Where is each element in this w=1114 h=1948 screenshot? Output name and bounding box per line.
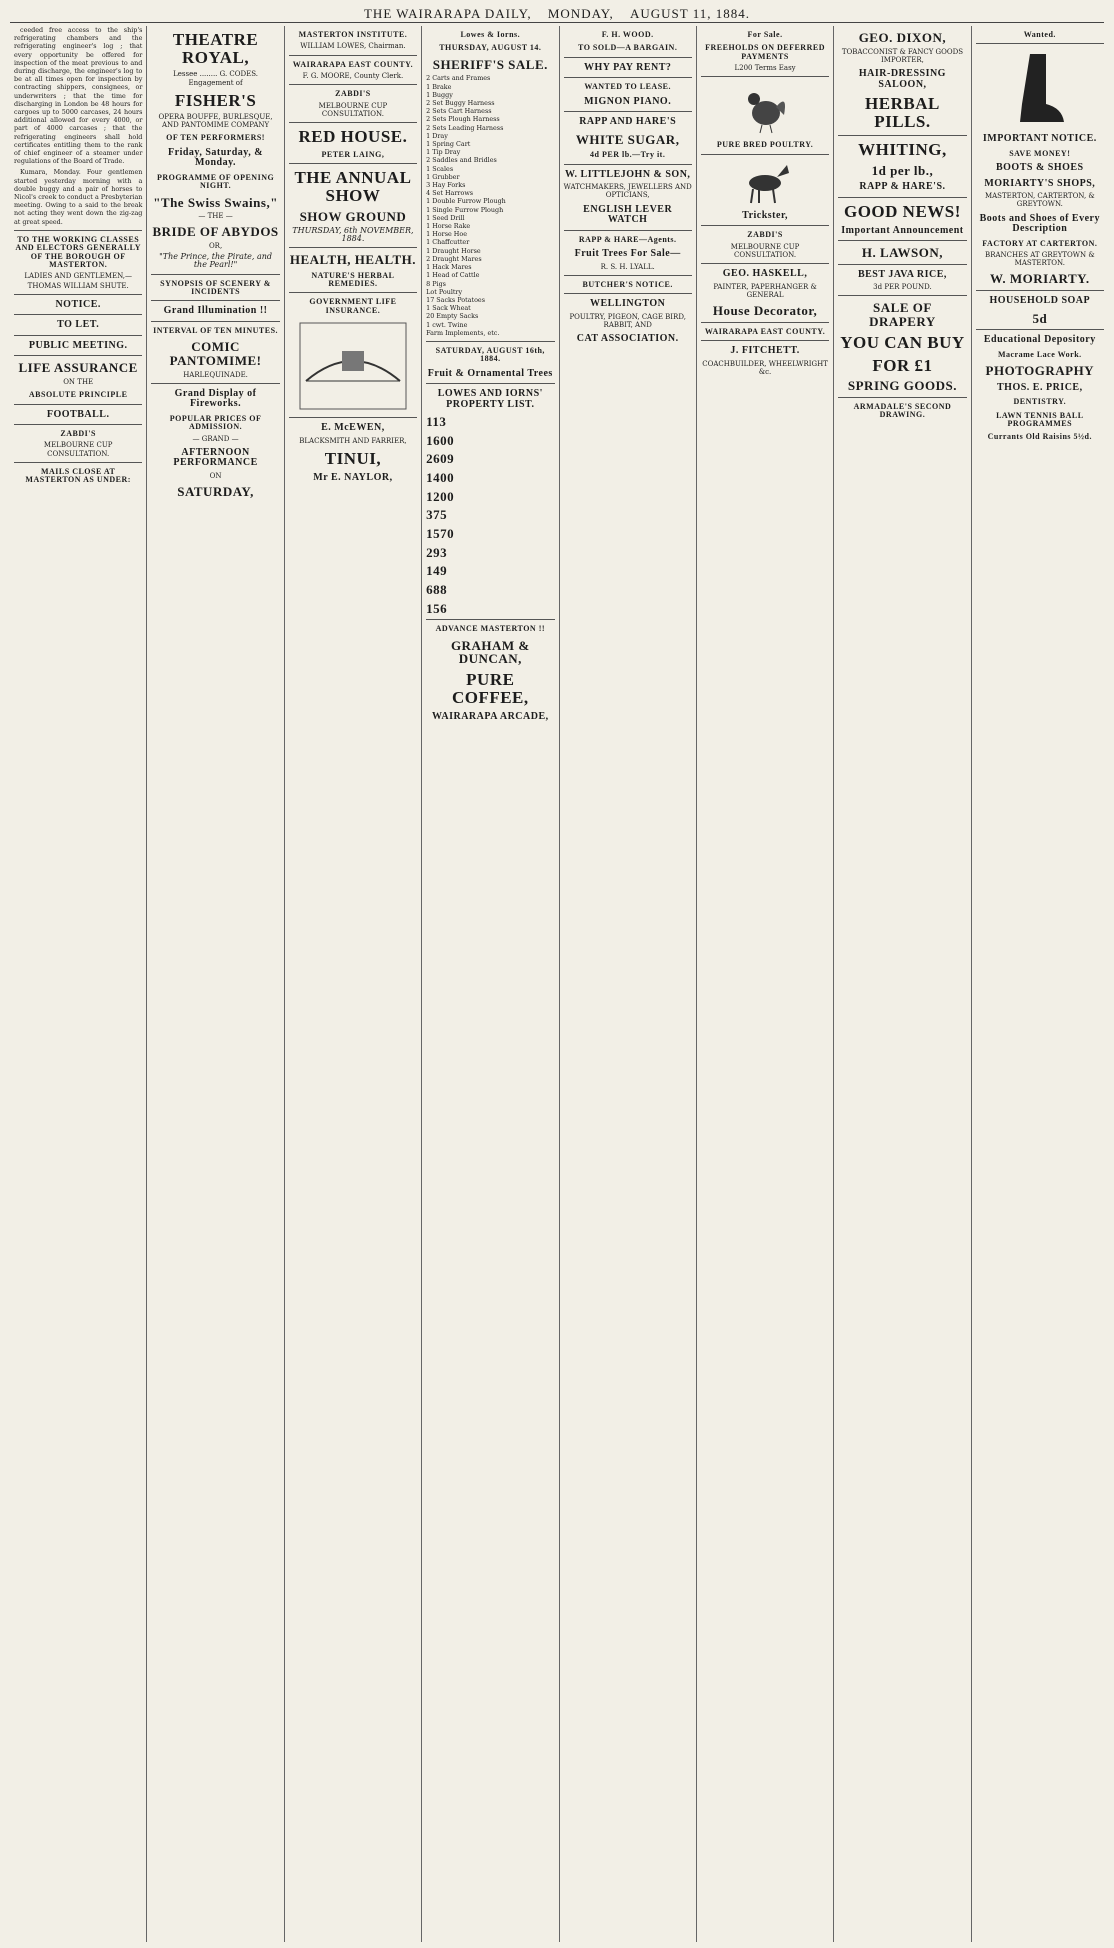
you-can-buy: YOU CAN BUY bbox=[840, 332, 965, 352]
divider bbox=[564, 230, 692, 231]
swiss-swains: "The Swiss Swains," bbox=[153, 194, 278, 210]
property-number: 2609 bbox=[426, 451, 455, 467]
divider bbox=[838, 240, 966, 241]
sale-item: 1 Single Furrow Plough bbox=[426, 205, 504, 214]
english-lever: ENGLISH LEVER WATCH bbox=[583, 203, 673, 226]
java-rice: BEST JAVA RICE, bbox=[857, 268, 947, 280]
branches: BRANCHES AT GREYTOWN & MASTERTON. bbox=[985, 251, 1095, 268]
notice-heading: NOTICE. bbox=[55, 298, 101, 310]
show-ground: SHOW GROUND bbox=[299, 208, 407, 224]
sale-item: 1 Draught Horse bbox=[426, 246, 481, 255]
to-let-heading: TO LET. bbox=[57, 319, 100, 331]
sale-item: 4 Set Harrows bbox=[426, 189, 474, 198]
poultry: POULTRY, PIGEON, CAGE BIRD, RABBIT, AND bbox=[569, 312, 686, 329]
pure-coffee: PURE COFFEE, bbox=[451, 669, 529, 707]
mcewen: E. McEWEN, bbox=[321, 422, 385, 434]
whiting: WHITING, bbox=[858, 139, 947, 159]
graham-duncan: GRAHAM & DUNCAN, bbox=[450, 637, 530, 667]
fishers-sub2: OF TEN PERFORMERS! bbox=[166, 133, 265, 143]
sale-item: 2 Sets Plough Harness bbox=[426, 115, 500, 124]
divider bbox=[426, 341, 554, 342]
fruit-trees-heading: Fruit & Ornamental Trees bbox=[427, 367, 553, 379]
property-number: 1400 bbox=[426, 470, 455, 486]
rooster-icon bbox=[740, 83, 790, 135]
sale-item: 1 Buggy bbox=[426, 90, 453, 99]
divider bbox=[289, 84, 417, 85]
divider bbox=[14, 462, 142, 463]
saturday: SATURDAY, bbox=[177, 483, 254, 499]
dixon: GEO. DIXON, bbox=[858, 30, 947, 45]
divider bbox=[14, 230, 142, 231]
synopsis-heading: SYNOPSIS OF SCENERY & INCIDENTS bbox=[160, 278, 271, 296]
important-notice: IMPORTANT NOTICE. bbox=[982, 133, 1097, 145]
educational-depository: Educational Depository bbox=[983, 334, 1096, 346]
divider bbox=[564, 77, 692, 78]
sale-item: 1 Scales bbox=[426, 164, 454, 173]
interval-heading: INTERVAL OF TEN MINUTES. bbox=[153, 325, 279, 335]
divider bbox=[14, 335, 142, 336]
bride-subtitle: "The Prince, the Pirate, and the Pearl!" bbox=[159, 252, 273, 270]
fishers-sub: OPERA BOUFFE, BURLESQUE, AND PANTOMIME COMPANY bbox=[158, 112, 273, 130]
grand-label: — GRAND — bbox=[192, 434, 239, 443]
article-refrigeration: ceeded free access to the ship's refrigerating chambers and the refrigerating engineer's log ; that every opportunity be offered for inspection of the meat previous to and during discharge, the engineer's log to be at all times open for inspection by contracting shippers, consignees, or underwriters ; that the time for discharging in London be 48 hours for cargoes up to 5000 carcases, 24 hours additional allowed for every 4000, or part of 4000 carcases ; that the refrigerating engineers shall hold certificates entitling them to the rank of chief engineer of a steamer under regulations of the Board of Trade. bbox=[14, 26, 143, 166]
littlejohn: W. LITTLEJOHN & SON, bbox=[564, 168, 691, 180]
sale-item: 1 Dray bbox=[426, 131, 448, 140]
divider bbox=[426, 619, 554, 620]
boot-icon bbox=[1012, 50, 1068, 128]
sale-item: 17 Sacks Potatoes bbox=[426, 295, 485, 304]
popular-prices: POPULAR PRICES OF ADMISSION. bbox=[169, 413, 262, 432]
white-sugar: WHITE SUGAR, bbox=[575, 131, 680, 147]
sale-of-drapery: SALE OF DRAPERY bbox=[869, 300, 936, 330]
sale-date: THURSDAY, AUGUST 14. bbox=[439, 43, 542, 53]
dixon-sub: TOBACCONIST & FANCY GOODS IMPORTER, bbox=[841, 47, 964, 64]
armadales-drawing: ARMADALE'S SECOND DRAWING. bbox=[853, 402, 952, 420]
divider bbox=[151, 383, 279, 384]
divider bbox=[701, 76, 829, 77]
zabdis-sub: MELBOURNE CUP CONSULTATION. bbox=[318, 101, 388, 118]
haskell: GEO. HASKELL, bbox=[722, 268, 808, 280]
county-sign: F. G. MOORE, County Clerk. bbox=[302, 71, 404, 80]
column-4 bbox=[421, 26, 558, 1942]
wellington: WELLINGTON bbox=[589, 298, 666, 310]
divider bbox=[289, 163, 417, 164]
football-heading: FOOTBALL. bbox=[46, 408, 110, 420]
cat-association: CAT ASSOCIATION. bbox=[576, 333, 679, 344]
divider bbox=[14, 294, 142, 295]
sale-item: Lot Poultry bbox=[426, 287, 463, 296]
property-number: 688 bbox=[426, 581, 448, 597]
sale-item: 1 Brake bbox=[426, 82, 452, 91]
divider bbox=[151, 300, 279, 301]
theatre-heading: THEATRE ROYAL, bbox=[172, 30, 259, 67]
sale-item: 2 Saddles and Bridles bbox=[426, 156, 497, 165]
masthead-rule bbox=[10, 22, 1104, 23]
lawson: H. LAWSON, bbox=[861, 245, 944, 261]
sale-item: 1 Horse Hoe bbox=[426, 230, 467, 239]
save-money: SAVE MONEY! bbox=[1009, 148, 1071, 158]
divider bbox=[14, 424, 142, 425]
masthead-date: AUGUST 11, 1884. bbox=[630, 6, 751, 21]
sale-item: 1 Spring Cart bbox=[426, 140, 471, 149]
government-heading: GOVERNMENT LIFE INSURANCE. bbox=[309, 297, 397, 315]
divider bbox=[151, 274, 279, 275]
zabdis-heading: ZABDI'S bbox=[747, 230, 783, 240]
soap-price: 5d bbox=[1032, 310, 1048, 326]
for-sale: For Sale. bbox=[747, 30, 783, 39]
rapp-hare: RAPP & HARE'S. bbox=[859, 181, 946, 193]
freeholds: FREEHOLDS ON DEFERRED PAYMENTS bbox=[705, 43, 825, 61]
harlequinade: HARLEQUINADE. bbox=[183, 370, 248, 379]
afternoon-on: ON bbox=[209, 471, 222, 480]
house-decorator: House Decorator, bbox=[712, 302, 818, 318]
divider bbox=[426, 383, 554, 384]
wood-heading: F. H. WOOD. bbox=[601, 30, 654, 39]
sale-item: 2 Carts and Frames bbox=[426, 74, 491, 83]
divider bbox=[838, 135, 966, 136]
bride-of-abydos: BRIDE OF ABYDOS bbox=[152, 224, 279, 240]
institute-heading: MASTERTON INSTITUTE. bbox=[298, 30, 408, 39]
institute-sign: WILLIAM LOWES, Chairman. bbox=[300, 42, 406, 51]
advance-masterton: ADVANCE MASTERTON !! bbox=[435, 624, 546, 634]
column-set bbox=[10, 26, 1108, 1942]
whiting-price: 1d per lb., bbox=[871, 162, 934, 178]
mignon-piano: MIGNON PIANO. bbox=[584, 95, 672, 107]
divider bbox=[976, 290, 1104, 291]
sale-item: 20 Empty Sacks bbox=[426, 312, 479, 321]
theatre-engagement: Engagement of bbox=[188, 78, 243, 87]
property-number: 113 bbox=[426, 414, 447, 430]
property-number: 293 bbox=[426, 544, 448, 560]
divider bbox=[976, 43, 1104, 44]
sale-item: 1 Double Furrow Plough bbox=[426, 197, 506, 206]
divider bbox=[14, 314, 142, 315]
household-soap: HOUSEHOLD SOAP bbox=[989, 295, 1091, 307]
property-heading: LOWES AND IORNS' PROPERTY LIST. bbox=[437, 388, 543, 410]
divider bbox=[701, 340, 829, 341]
divider bbox=[701, 225, 829, 226]
column-8 bbox=[971, 26, 1108, 1942]
property-number: 375 bbox=[426, 507, 448, 523]
grand-illumination: Grand Illumination !! bbox=[163, 305, 268, 317]
sale-item: 8 Pigs bbox=[426, 279, 446, 288]
ad-electors-signatory: THOMAS WILLIAM SHUTE. bbox=[27, 281, 129, 290]
show-date: THURSDAY, 6th NOVEMBER, 1884. bbox=[292, 225, 414, 243]
property-number: 1570 bbox=[426, 526, 455, 542]
littlejohn-sub: WATCHMAKERS, JEWELLERS AND OPTICIANS, bbox=[563, 183, 692, 200]
masthead-title: THE WAIRARAPA DAILY, bbox=[363, 6, 532, 21]
column-3 bbox=[284, 26, 421, 1942]
sale-item: 2 Draught Mares bbox=[426, 254, 482, 263]
theatre-lessee: Lessee ........ G. CODES. bbox=[173, 69, 259, 78]
divider bbox=[564, 164, 692, 165]
fruit-trees: Fruit Trees For Sale— bbox=[574, 248, 681, 259]
life-assurance-sub2: ABSOLUTE PRINCIPLE bbox=[28, 390, 128, 400]
herbal-pills: HERBAL PILLS. bbox=[865, 94, 940, 131]
annual-show: THE ANNUAL SHOW bbox=[294, 168, 412, 206]
sale-item: 1 Chaffcutter bbox=[426, 238, 470, 247]
cash-terms: L200 Terms Easy bbox=[734, 64, 796, 73]
life-assurance-heading: LIFE ASSURANCE bbox=[18, 360, 138, 376]
divider bbox=[14, 355, 142, 356]
zabdis-heading: ZABDI'S bbox=[335, 89, 371, 99]
lyall: R. S. H. LYALL. bbox=[600, 262, 655, 271]
lawn-tennis: LAWN TENNIS BALL PROGRAMMES bbox=[996, 410, 1084, 429]
property-numbers bbox=[426, 415, 554, 615]
divider bbox=[289, 292, 417, 293]
sale-item: 1 Horse Rake bbox=[426, 222, 471, 231]
property-number: 1600 bbox=[426, 432, 455, 448]
masthead-day: MONDAY, bbox=[547, 6, 614, 21]
haskell-sub: PAINTER, PAPERHANGER & GENERAL bbox=[713, 282, 817, 299]
sale-item: 2 Set Buggy Harness bbox=[426, 99, 495, 108]
article-kumara: Kumara, Monday. Four gentlemen started yesterday morning with a double buggy and a pair of horses to Nicol's creek to conduct a Presbyterian meeting. Owing to a said to the break not acting they went down the zig-zag at great speed. bbox=[14, 168, 143, 226]
wanted-heading: Wanted. bbox=[1023, 30, 1056, 39]
divider bbox=[564, 57, 692, 58]
grand-display: Grand Display of Fireworks. bbox=[174, 387, 257, 410]
sale-item: 1 Sack Wheat bbox=[426, 304, 471, 313]
programme-heading: PROGRAMME OF OPENING NIGHT. bbox=[156, 172, 275, 191]
good-news: GOOD NEWS! bbox=[843, 201, 961, 221]
to-lease: WANTED TO LEASE. bbox=[584, 82, 671, 92]
macrame: Macrame Lace Work. bbox=[997, 349, 1082, 359]
horse-icon bbox=[737, 161, 793, 205]
sheriff-sale: SHERIFF'S SALE. bbox=[432, 56, 548, 72]
sale-item: Farm Implements, etc. bbox=[426, 328, 500, 337]
public-meeting-heading: PUBLIC MEETING. bbox=[28, 339, 128, 351]
moriarty-shops: MORIARTY'S SHOPS, bbox=[984, 177, 1096, 189]
hair-saloon: HAIR-DRESSING SALOON, bbox=[858, 68, 946, 90]
sale-item: 1 Grubber bbox=[426, 172, 460, 181]
important-announcement: Important Announcement bbox=[841, 224, 964, 236]
sale-date-2: SATURDAY, AUGUST 16th, 1884. bbox=[435, 345, 545, 364]
spring-goods: SPRING GOODS. bbox=[847, 378, 957, 394]
sugar-price: 4d PER lb.—Try it. bbox=[590, 150, 666, 160]
county-heading: WAIRARAPA EAST COUNTY. bbox=[292, 59, 414, 69]
firm-heading: Lowes & Iorns. bbox=[460, 30, 521, 39]
tinui: TINUI, bbox=[324, 448, 382, 468]
health-heading: HEALTH, HEALTH. bbox=[289, 251, 416, 267]
divider bbox=[564, 293, 692, 294]
boots-every: Boots and Shoes of Every Description bbox=[979, 212, 1100, 235]
ad-electors-greeting: LADIES AND GENTLEMEN,— bbox=[24, 272, 133, 281]
column-6 bbox=[696, 26, 833, 1942]
sale-items bbox=[426, 74, 554, 337]
rapp-heading: RAPP AND HARE'S bbox=[579, 116, 677, 128]
divider bbox=[701, 263, 829, 264]
the-label: — THE — bbox=[198, 212, 233, 221]
column-2 bbox=[146, 26, 283, 1942]
coachbuilder: COACHBUILDER, WHEELWRIGHT &c. bbox=[702, 359, 828, 376]
county-notice: WAIRARAPA EAST COUNTY. bbox=[704, 326, 826, 336]
ad-electors-heading: TO THE WORKING CLASSES AND ELECTORS GENERALLY OF THE BOROUGH OF MASTERTON. bbox=[15, 234, 142, 270]
divider bbox=[701, 154, 829, 155]
pure-bred-poultry: PURE BRED POULTRY. bbox=[716, 140, 814, 150]
column-1 bbox=[10, 26, 146, 1942]
bridge-illustration bbox=[298, 321, 408, 411]
divider bbox=[14, 404, 142, 405]
divider bbox=[838, 397, 966, 398]
why-pay-rent: WHY PAY RENT? bbox=[583, 61, 672, 73]
sale-item: 1 Seed Drill bbox=[426, 213, 465, 222]
zabdis-sub: MELBOURNE CUP CONSULTATION. bbox=[43, 441, 113, 458]
zabdis-heading: ZABDI'S bbox=[60, 429, 96, 439]
divider bbox=[564, 275, 692, 276]
w-moriarty: W. MORIARTY. bbox=[990, 271, 1090, 287]
blacksmith: BLACKSMITH AND FARRIER, bbox=[299, 436, 407, 445]
property-number: 1200 bbox=[426, 488, 455, 504]
red-house: RED HOUSE. bbox=[298, 126, 408, 146]
naylor: Mr E. NAYLOR, bbox=[313, 471, 393, 483]
mails-heading: MAILS CLOSE AT MASTERTON AS UNDER: bbox=[25, 466, 131, 485]
bargain-heading: TO SOLD—A BARGAIN. bbox=[578, 43, 678, 53]
divider bbox=[564, 111, 692, 112]
photography: PHOTOGRAPHY bbox=[985, 363, 1095, 379]
divider bbox=[289, 247, 417, 248]
price-heading: THOS. E. PRICE, bbox=[997, 381, 1083, 393]
divider bbox=[701, 322, 829, 323]
fishers-heading: FISHER'S bbox=[174, 91, 257, 111]
divider bbox=[976, 329, 1104, 330]
divider bbox=[838, 295, 966, 296]
theatre-dates: Friday, Saturday, & Monday. bbox=[168, 146, 264, 169]
afternoon-performance: AFTERNOON PERFORMANCE bbox=[173, 446, 258, 469]
sale-item: 2 Sets Cart Harness bbox=[426, 107, 492, 116]
sale-item: 3 Hay Forks bbox=[426, 181, 466, 190]
raisins: Currants Old Raisins 5½d. bbox=[987, 432, 1092, 442]
divider bbox=[289, 417, 417, 418]
sale-item: 2 Sets Leading Harness bbox=[426, 123, 504, 132]
trickster: Trickster, bbox=[742, 209, 788, 221]
divider bbox=[151, 321, 279, 322]
property-number: 156 bbox=[426, 600, 448, 616]
natures-remedies: NATURE'S HERBAL REMEDIES. bbox=[311, 270, 395, 288]
factory: FACTORY AT CARTERTON. bbox=[982, 238, 1098, 248]
divider bbox=[289, 55, 417, 56]
life-assurance-sub: ON THE bbox=[63, 377, 94, 386]
butchers-notice: BUTCHER'S NOTICE. bbox=[582, 279, 673, 289]
for-one-pound: FOR £1 bbox=[872, 355, 933, 375]
sale-item: 1 Tip Dray bbox=[426, 148, 461, 157]
property-number: 149 bbox=[426, 563, 448, 579]
fitchett: J. FITCHETT. bbox=[730, 345, 800, 356]
sale-item: 1 Head of Cattle bbox=[426, 271, 480, 280]
rapp-hare-agents: RAPP & HARE—Agents. bbox=[578, 234, 677, 244]
rice-price: 3d PER POUND. bbox=[873, 283, 932, 292]
dentistry: DENTISTRY. bbox=[1013, 397, 1067, 407]
zabdis-sub: MELBOURNE CUP CONSULTATION. bbox=[730, 242, 800, 259]
peter-laing: PETER LAING, bbox=[321, 149, 385, 159]
boots-shoes: BOOTS & SHOES bbox=[995, 162, 1084, 174]
moriarty-sub: MASTERTON, CARTERTON, & GREYTOWN. bbox=[984, 192, 1095, 209]
divider bbox=[838, 197, 966, 198]
divider bbox=[289, 122, 417, 123]
comic-pantomime: COMIC PANTOMIME! bbox=[169, 339, 262, 368]
sale-item: 1 Hack Mares bbox=[426, 263, 472, 272]
wairarapa-arcade: WAIRARAPA ARCADE, bbox=[431, 710, 549, 722]
divider bbox=[838, 264, 966, 265]
bride-or: OR, bbox=[208, 242, 223, 250]
column-7 bbox=[833, 26, 970, 1942]
column-5 bbox=[559, 26, 696, 1942]
sale-item: 1 cwt. Twine bbox=[426, 320, 468, 329]
masthead bbox=[0, 6, 1114, 22]
